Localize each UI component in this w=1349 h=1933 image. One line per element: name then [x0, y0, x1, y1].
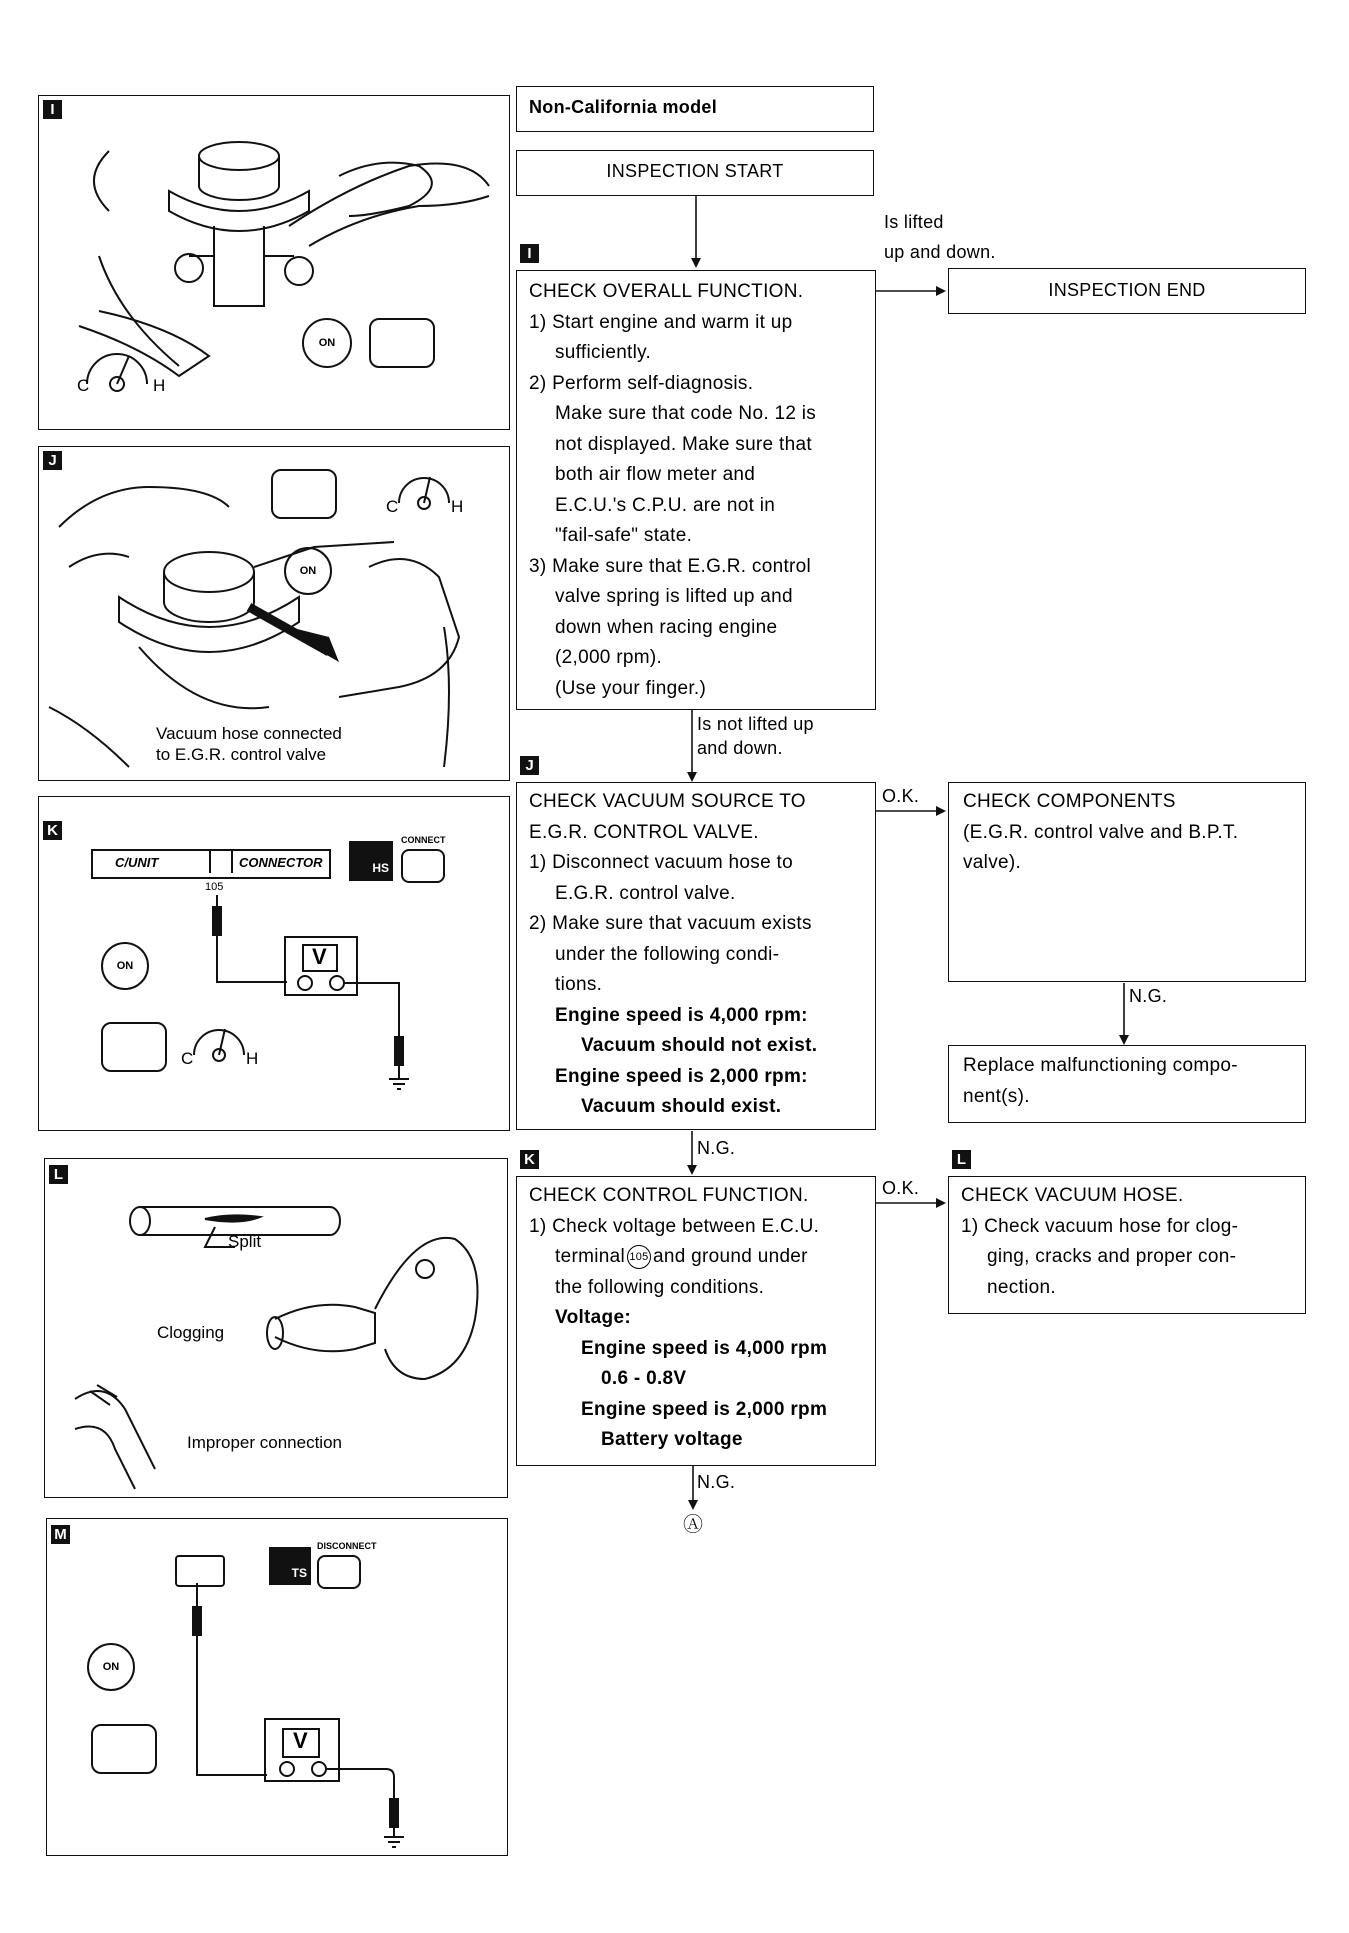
step-j-line8: Vacuum should not exist.: [581, 1035, 818, 1056]
step-i-line4: Make sure that code No. 12 is: [555, 403, 817, 424]
replace-line2: nent(s).: [963, 1085, 1030, 1107]
step-i-line10: valve spring is lifted up and: [555, 586, 793, 607]
step-badge-k-illus: K: [43, 821, 62, 840]
gauge-cold-label: C: [181, 1049, 194, 1068]
step-j-line2: 1) Disconnect vacuum hose to: [529, 852, 793, 873]
step-l-vacuum-hose-box: [948, 1176, 1306, 1314]
gauge-hot-label: H: [246, 1049, 259, 1068]
lifted-connector-label-2: up and down.: [884, 242, 996, 262]
c-unit-label: C/UNIT: [115, 855, 159, 870]
model-header-box: [516, 86, 874, 132]
step-k-line3: the following conditions.: [555, 1276, 765, 1298]
ok-connector-label-2: O.K.: [882, 1178, 920, 1198]
step-k-line6: 0.6 - 0.8V: [601, 1368, 687, 1389]
ng-connector-label-3: N.G.: [697, 1472, 736, 1492]
replace-component-box: [948, 1045, 1306, 1123]
step-j-vacuum-source-box: [516, 782, 876, 1130]
step-i-line5: not displayed. Make sure that: [555, 433, 812, 455]
step-i-line1: 1) Start engine and warm it up: [529, 311, 793, 333]
step-l-line3: nection.: [987, 1276, 1056, 1298]
vacuum-hose-label-line1: Vacuum hose connected: [156, 724, 342, 743]
not-lifted-connector-label-1: Is not lifted up: [697, 714, 814, 734]
step-badge-j-illus: J: [43, 451, 62, 470]
step-k-line2: [529, 1242, 875, 1273]
model-header-label: Non-California model: [529, 97, 718, 117]
step-k-line4: Voltage:: [555, 1307, 631, 1328]
not-lifted-connector-label-2: and down.: [697, 738, 783, 758]
gauge-cold-label: C: [386, 497, 399, 516]
inspection-end-box: [948, 268, 1306, 314]
hs-label: HS: [372, 861, 389, 875]
step-badge-i: I: [43, 100, 62, 119]
components-title: CHECK COMPONENTS: [963, 791, 1176, 812]
ok-connector-label-1: O.K.: [882, 786, 920, 806]
pin-105-label: 105: [205, 881, 224, 893]
step-badge-j-flow: J: [520, 756, 539, 775]
gauge-hot-label: H: [153, 376, 166, 395]
step-j-line5: under the following condi-: [555, 943, 780, 965]
step-j-line1: E.G.R. CONTROL VALVE.: [529, 821, 759, 843]
step-i-line2: sufficiently.: [555, 342, 652, 363]
step-i-line9: 3) Make sure that E.G.R. control: [529, 555, 812, 577]
ng-connector-label-2: N.G.: [697, 1138, 736, 1158]
on-label: ON: [102, 1661, 120, 1673]
step-badge-m-illus: M: [51, 1525, 70, 1544]
on-label: ON: [318, 337, 336, 349]
on-label: ON: [116, 960, 134, 972]
ts-label: TS: [291, 1566, 307, 1580]
connector-label: CONNECTOR: [239, 855, 323, 870]
check-components-box: [948, 782, 1306, 982]
voltmeter-v-label: V: [293, 1728, 308, 1753]
step-i-line8: "fail-safe" state.: [555, 525, 693, 546]
step-l-line1: 1) Check vacuum hose for clog-: [961, 1215, 1239, 1237]
step-i-line12: (2,000 rpm).: [555, 647, 663, 668]
gauge-hot-label: H: [451, 497, 464, 516]
step-k-line1: 1) Check voltage between E.C.U.: [529, 1215, 820, 1237]
gauge-cold-label: C: [77, 376, 90, 395]
step-i-title: CHECK OVERALL FUNCTION.: [529, 281, 804, 302]
disconnect-label: DISCONNECT: [317, 1541, 377, 1551]
step-l-line2: ging, cracks and proper con-: [987, 1246, 1237, 1267]
step-l-title: CHECK VACUUM HOSE.: [961, 1185, 1184, 1206]
step-badge-i-flow: I: [520, 244, 539, 263]
step-i-overall-function-box: [516, 270, 876, 710]
step-j-title: CHECK VACUUM SOURCE TO: [529, 791, 806, 812]
inspection-end-label: INSPECTION END: [1048, 280, 1206, 300]
step-i-line7: E.C.U.'s C.P.U. are not in: [555, 494, 776, 516]
step-i-line3: 2) Perform self-diagnosis.: [529, 372, 754, 394]
step-k-title: CHECK CONTROL FUNCTION.: [529, 1185, 809, 1206]
split-label: Split: [228, 1232, 262, 1251]
voltmeter-v-label: V: [312, 944, 327, 969]
step-k-line5: Engine speed is 4,000 rpm: [581, 1337, 828, 1359]
step-k-line8: Battery voltage: [601, 1429, 743, 1450]
step-j-line4: 2) Make sure that vacuum exists: [529, 913, 812, 934]
improper-connection-label: Improper connection: [187, 1433, 342, 1452]
step-badge-l-flow: L: [952, 1150, 971, 1169]
step-j-line7: Engine speed is 4,000 rpm:: [555, 1004, 808, 1026]
inspection-start-box: [516, 150, 874, 196]
replace-line1: Replace malfunctioning compo-: [963, 1055, 1238, 1076]
step-i-line11: down when racing engine: [555, 616, 778, 638]
step-j-line3: E.G.R. control valve.: [555, 882, 736, 904]
step-k-control-function-box: [516, 1176, 876, 1466]
step-k-terminal-text: terminal: [555, 1246, 625, 1267]
step-j-line10: Vacuum should exist.: [581, 1096, 782, 1117]
clogging-label: Clogging: [157, 1323, 225, 1342]
continuation-marker-a: Ⓐ: [683, 1514, 704, 1536]
step-j-line9: Engine speed is 2,000 rpm:: [555, 1065, 808, 1087]
step-badge-l-illus: L: [49, 1165, 68, 1184]
terminal-105-circled: 105: [627, 1245, 651, 1269]
ng-connector-label-1: N.G.: [1129, 986, 1168, 1006]
step-badge-k-flow: K: [520, 1150, 539, 1169]
step-i-line13: (Use your finger.): [555, 677, 707, 699]
vacuum-hose-label-line2: to E.G.R. control valve: [156, 745, 327, 764]
step-j-line6: tions.: [555, 974, 603, 995]
step-i-line6: both air flow meter and: [555, 464, 756, 485]
step-k-line7: Engine speed is 2,000 rpm: [581, 1398, 828, 1420]
step-k-ground-text: and ground under: [652, 1246, 808, 1267]
components-line2: valve).: [963, 852, 1022, 873]
on-label: ON: [299, 565, 317, 577]
connect-label: CONNECT: [401, 835, 446, 845]
lifted-connector-label-1: Is lifted: [884, 212, 944, 232]
inspection-start-label: INSPECTION START: [606, 161, 784, 181]
components-line1: (E.G.R. control valve and B.P.T.: [963, 821, 1239, 843]
